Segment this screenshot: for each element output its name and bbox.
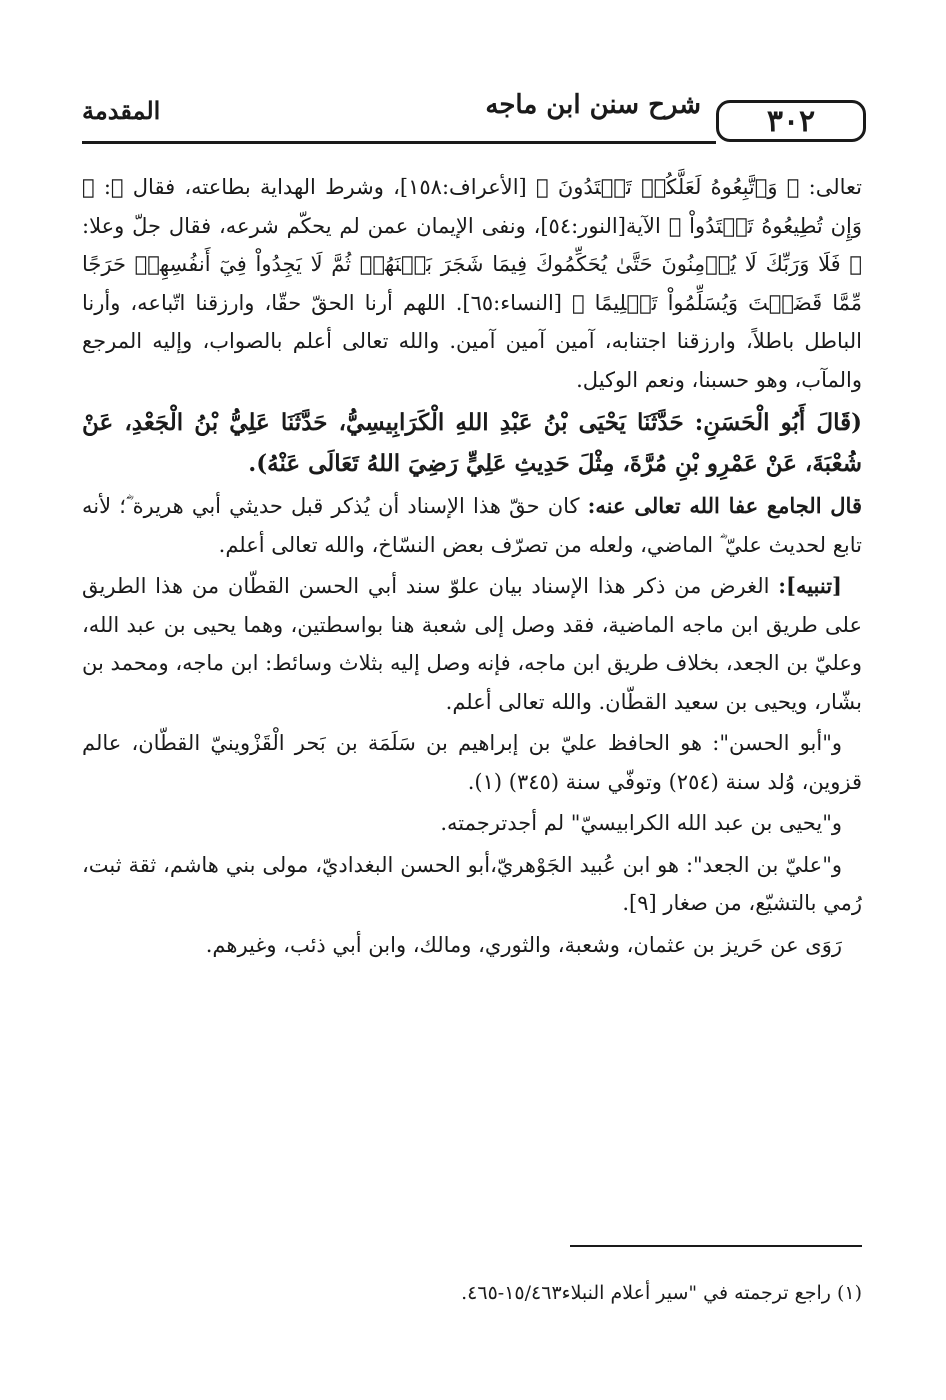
section-title: المقدمة (82, 96, 161, 125)
header-divider (82, 141, 716, 144)
paragraph-tanbih (82, 567, 862, 721)
page-number: ٣٠٢ (766, 103, 816, 139)
paragraph-narrated-from (82, 926, 862, 965)
footnote-divider (570, 1245, 862, 1247)
footnote (82, 1278, 862, 1308)
compiler-note-label: قال الجامع عفا الله تعالى عنه: (587, 493, 862, 518)
tanbih-label: [تنبيه]: (778, 573, 842, 598)
footnote-text: (١) راجع ترجمته في "سير أعلام النبلاء١٥/٤٦٣-٤٦٥. (461, 1282, 862, 1304)
paragraph-yahya (82, 804, 862, 843)
paragraph-compiler-note (82, 487, 862, 564)
paragraph-text: تعالى: ﴿ وَٱتَّبِعُوهُ لَعَلَّكُمۡ تَهۡتَدُونَ ﴾ [الأعراف:١٥٨]، وشرط الهداية بطاعته، فقال ﷺ: ﴿ وَإِن تُطِيعُوهُ تَهۡتَدُواْ ﴾ الآية[النور:٥٤]، ونفى الإيمان عمن لم يحكّم شرعه، فقال جلّ وعلا: ﴿ فَلَا وَرَبِّكَ لَا يُؤۡمِنُونَ حَتَّىٰ يُحَكِّمُوكَ فِيمَا شَجَرَ بَيۡنَهُمۡ ثُمَّ لَا يَجِدُواْ فِيٓ أَنفُسِهِمۡ حَرَجًا مِّمَّا قَضَيۡتَ وَيُسَلِّمُواْ تَسۡلِيمًا ﴾ [النساء:٦٥]. اللهم أرنا الحقّ حقّا، وارزقنا اتّباعه، وأرنا الباطل باطلاً، وارزقنا اجتنابه، آمين آمين آمين. والله تعالى أعلم بالصواب، وإليه المرجع والمآب، وهو حسبنا، ونعم الوكيل. (82, 175, 863, 392)
book-title: شرح سنن ابن ماجه (485, 90, 701, 120)
compiler-note-text: كان حقّ هذا الإسناد أن يُذكر قبل حديثي أبي هريرة ؓ؛ لأنه تابع لحديث عليّ ؓ الماضي، ولعله من تصرّف بعض النسّاخ، والله تعالى أعلم. (82, 494, 862, 557)
paragraph-text: و"عليّ بن الجعد": هو ابن عُبيد الجَوْهريّ،أبو الحسن البغداديّ، مولى بني هاشم، ثقة ثبت، رُمي بالتشيّع، من صغار [٩]. (82, 852, 862, 915)
paragraph-text: رَوَى عن حَريز بن عثمان، وشعبة، والثوري، ومالك، وابن أبي ذئب، وغيرهم. (205, 932, 842, 957)
paragraph-quran-verses (82, 168, 862, 399)
paragraph-text: و"أبو الحسن": هو الحافظ عليّ بن إبراهيم بن سَلَمَة بن بَحر الْقَزْوينيّ القطّان، عالم قزوين، وُلد سنة (٢٥٤) وتوفّي سنة (٣٤٥) (١). (82, 731, 862, 794)
paragraph-ali-ibn-al-jad (82, 846, 862, 923)
paragraph-text: و"يحيى بن عبد الله الكرابيسيّ" لم أجدترجمته. (440, 811, 842, 835)
paragraph-isnad (82, 402, 862, 484)
page-number-badge (716, 100, 866, 142)
isnad-text: (قَالَ أَبُو الْحَسَنِ: حَدَّثَنَا يَحْيَى بْنُ عَبْدِ اللهِ الْكَرَابِيسِيُّ، حَدَّثَنَا عَلِيُّ بْنُ الْجَعْدِ، عَنْ شُعْبَةَ، عَنْ عَمْرِو بْنِ مُرَّةَ، مِثْلَ حَدِيثِ عَلِيٍّ رَضِيَ اللهُ تَعَالَى عَنْهُ). (82, 409, 862, 477)
main-text (82, 168, 862, 967)
paragraph-abu-al-hasan (82, 724, 862, 801)
tanbih-text: الغرض من ذكر هذا الإسناد بيان علوّ سند أبي الحسن القطّان من هذا الطريق على طريق ابن ماجه الماضية، فقد وصل إلى شعبة هنا بواسطتين، وهما يحيى بن عبد الله، وعليّ بن الجعد، بخلاف طريق ابن ماجه، فإنه وصل إليه بثلاث وسائط: ابن ماجه، ومحمد بن بشّار، ويحيى بن سعيد القطّان. والله تعالى أعلم. (82, 574, 862, 714)
